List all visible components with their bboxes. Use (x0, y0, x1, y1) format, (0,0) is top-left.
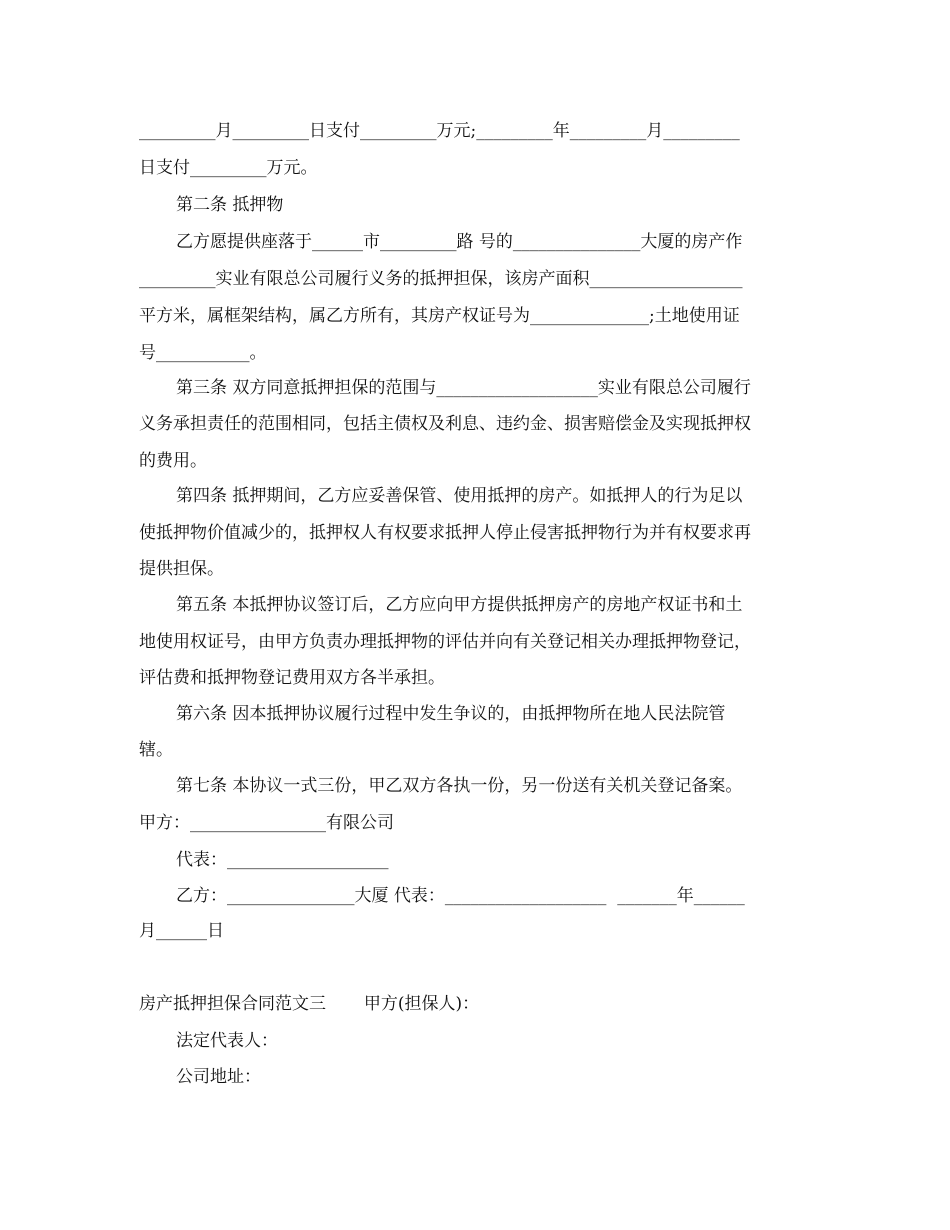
article-7-paragraph-line: 第七条 本协议一式三份，甲乙双方各执一份，另一份送有关机关登记备案。 (176, 776, 743, 796)
article-2-paragraph-line: _________实业有限总公司履行义务的抵押担保，该房产面积__________________ (139, 269, 743, 289)
legal-representative-field: 法定代表人： (176, 1031, 278, 1051)
article-6-paragraph-line: 辖。 (139, 740, 173, 760)
party-b-signature-line: 乙方：_______________大厦 代表：___________________ _______年______ (176, 886, 745, 906)
contract-template-3-title: 房产抵押担保合同范文三 甲方(担保人)： (139, 994, 480, 1014)
payment-schedule-line-2: 日支付_________万元。 (139, 158, 318, 178)
article-2-paragraph-line: 号___________。 (139, 343, 267, 363)
party-a-representative-line: 代表：___________________ (176, 850, 389, 870)
payment-schedule-line-1: _________月_________日支付_________万元;_________年_________月_________ (139, 121, 740, 141)
article-5-paragraph-line: 第五条 本抵押协议签订后，乙方应向甲方提供抵押房产的房地产权证书和土 (176, 595, 743, 615)
article-2-heading: 第二条 抵押物 (176, 195, 284, 215)
article-4-paragraph-line: 第四条 抵押期间，乙方应妥善保管、使用抵押的房产。如抵押人的行为足以 (176, 486, 743, 506)
article-3-paragraph-line: 义务承担责任的范围相同，包括主债权及利息、违约金、损害赔偿金及实现抵押权 (139, 414, 751, 434)
article-2-paragraph-line: 平方米，属框架结构，属乙方所有，其房产权证号为______________;土地使用证 (139, 306, 740, 326)
signing-date-line: 月______日 (139, 921, 224, 941)
article-4-paragraph-line: 使抵押物价值减少的，抵押权人有权要求抵押人停止侵害抵押物行为并有权要求再 (139, 523, 751, 543)
article-4-paragraph-line: 提供担保。 (139, 559, 224, 579)
company-address-field: 公司地址： (176, 1067, 261, 1087)
article-5-paragraph-line: 地使用权证号，由甲方负责办理抵押物的评估并向有关登记相关办理抵押物登记， (139, 632, 751, 652)
party-a-signature-line: 甲方：________________有限公司 (139, 813, 394, 833)
article-5-paragraph-line: 评估费和抵押物登记费用双方各半承担。 (139, 668, 445, 688)
article-6-paragraph-line: 第六条 因本抵押协议履行过程中发生争议的，由抵押物所在地人民法院管 (176, 704, 726, 724)
article-2-paragraph-line: 乙方愿提供座落于______市_________路 号的_______________大厦的房产作 (176, 232, 743, 252)
article-3-paragraph-line: 的费用。 (139, 451, 207, 471)
article-3-paragraph-line: 第三条 双方同意抵押担保的范围与___________________实业有限总公司履行 (176, 378, 751, 398)
